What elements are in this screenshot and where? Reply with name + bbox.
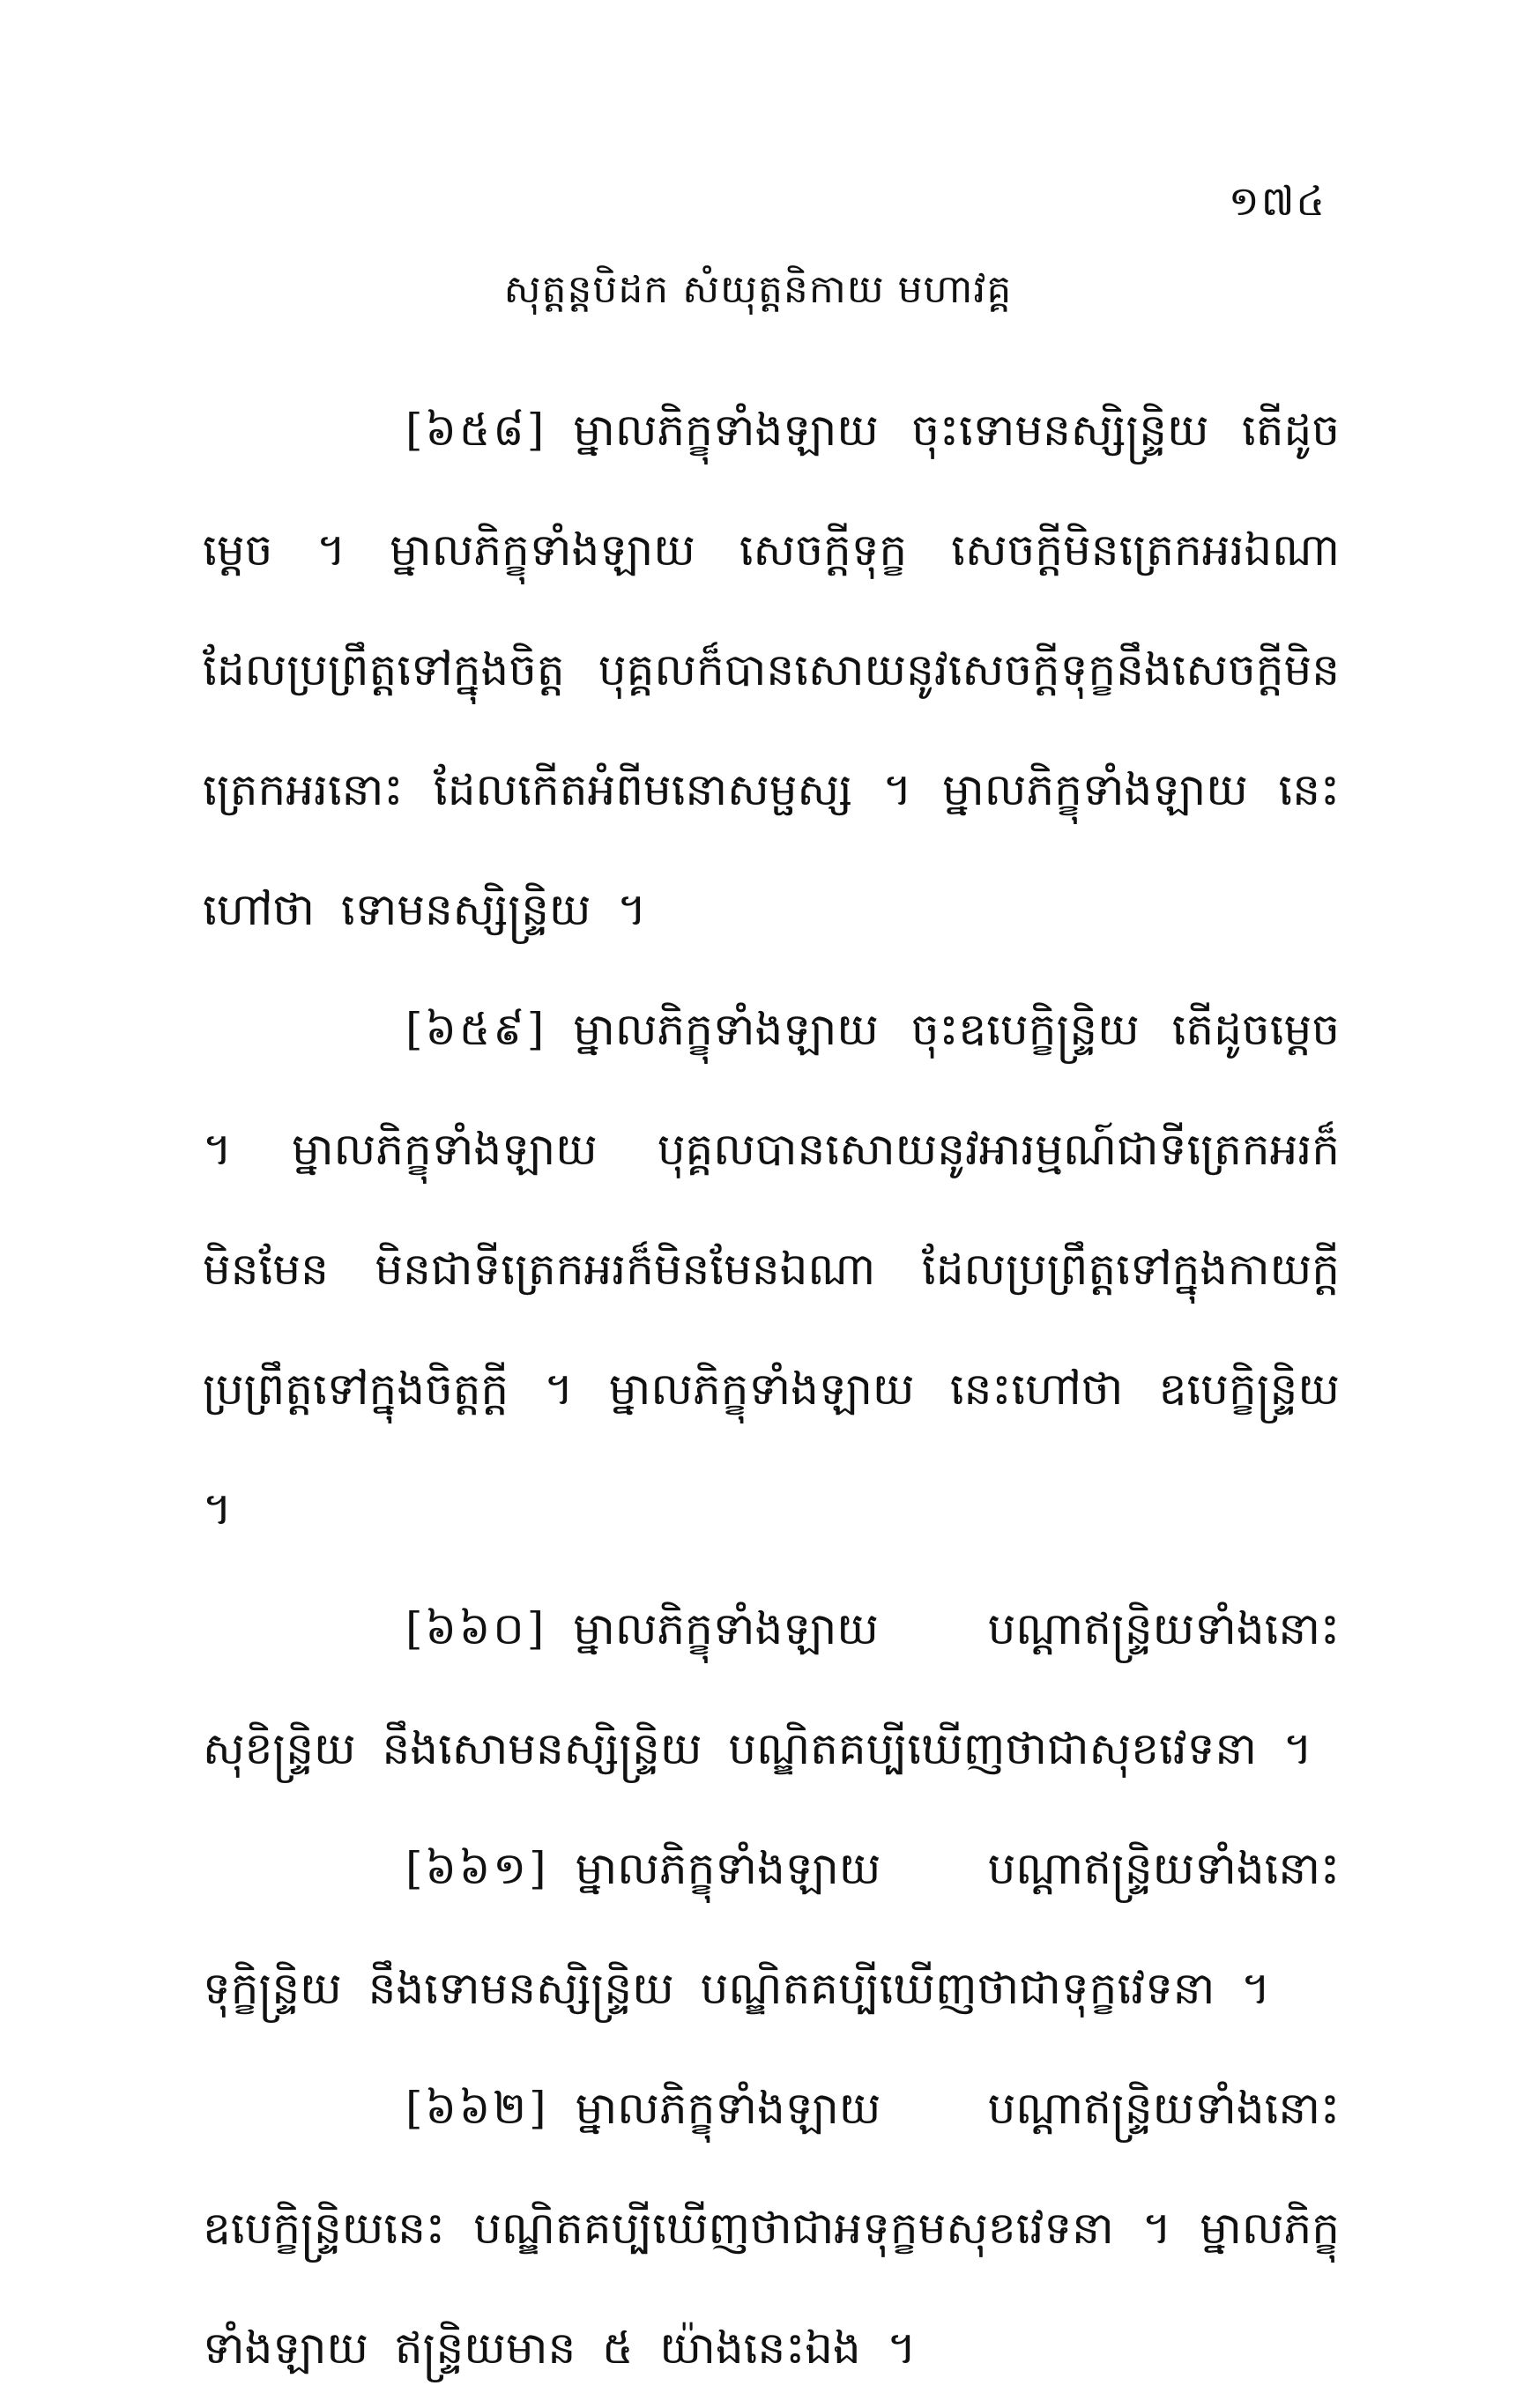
paragraph-text: ម្នាលភិក្ខុទាំងឡាយ បណ្តាឥន្ទ្រិយទាំងនោះ ឧបេក្ខិន្ទ្រិយនេះ បណ្ឌិតគប្បីឃើញថាជាអទុក្ខមសុខវេទនា ។ ម្នាលភិក្ខុទាំងឡាយ ឥន្ទ្រិយមាន ៥ យ៉ាងនេះឯង ។ bbox=[203, 2083, 1340, 2374]
paragraph-number: [៦៦២] bbox=[405, 2083, 549, 2134]
paragraph-number: [៦៥៨] bbox=[405, 405, 547, 456]
page-number: ១៧៤ bbox=[1228, 177, 1326, 225]
paragraph-number: [៦៦១] bbox=[405, 1843, 549, 1894]
paragraph-text: ម្នាលភិក្ខុទាំងឡាយ ចុះទោមនស្សិន្ទ្រិយ តើដូចម្តេច ។ ម្នាលភិក្ខុទាំងឡាយ សេចក្តីទុក្ខ សេចក្តីមិនត្រេកអរឯណា ដែលប្រព្រឹត្តទៅក្នុងចិត្ត បុគ្គលក៏បានសោយនូវសេចក្តីទុក្ខនឹងសេចក្តីមិនត្រេកអរនោះ ដែលកើតអំពីមនោសម្ផស្ស ។ ម្នាលភិក្ខុទាំងឡាយ នេះហៅថា ទោមនស្សិន្ទ្រិយ ។ bbox=[203, 405, 1340, 935]
paragraph-661 bbox=[203, 1809, 1340, 2048]
paragraph-number: [៦៦០] bbox=[405, 1603, 547, 1654]
paragraph-text: ម្នាលភិក្ខុទាំងឡាយ ចុះឧបេក្ខិន្ទ្រិយ តើដូចម្តេច ។ ម្នាលភិក្ខុទាំងឡាយ បុគ្គលបានសោយនូវអារម្មណ៍ជាទីត្រេកអរក៏មិនមែន មិនជាទីត្រេកអរក៏មិនមែនឯណា ដែលប្រព្រឹត្តទៅក្នុងកាយក្តី ប្រព្រឹត្តទៅក្នុងចិត្តក្តី ។ ម្នាលភិក្ខុទាំងឡាយ នេះហៅថា ឧបេក្ខិន្ទ្រិយ ។ bbox=[203, 1004, 1340, 1535]
paragraph-number: [៦៥៩] bbox=[405, 1004, 547, 1055]
paragraph-660 bbox=[203, 1569, 1340, 1809]
paragraph-662 bbox=[203, 2048, 1340, 2408]
paragraph-659 bbox=[203, 970, 1340, 1569]
paragraph-658 bbox=[203, 370, 1340, 970]
paragraph-text: ម្នាលភិក្ខុទាំងឡាយ បណ្តាឥន្ទ្រិយទាំងនោះ ទុក្ខិន្ទ្រិយ នឹងទោមនស្សិន្ទ្រិយ បណ្ឌិតគប្បីឃើញថាជាទុក្ខវេទនា ។ bbox=[203, 1843, 1340, 2014]
body-text bbox=[203, 370, 1340, 2408]
paragraph-text: ម្នាលភិក្ខុទាំងឡាយ បណ្តាឥន្ទ្រិយទាំងនោះ សុខិន្ទ្រិយ នឹងសោមនស្សិន្ទ្រិយ បណ្ឌិតគប្បីឃើញថាជាសុខវេទនា ។ bbox=[203, 1603, 1340, 1774]
running-head: សុត្តន្តបិដក សំយុត្តនិកាយ មហាវគ្គ bbox=[503, 267, 1013, 312]
